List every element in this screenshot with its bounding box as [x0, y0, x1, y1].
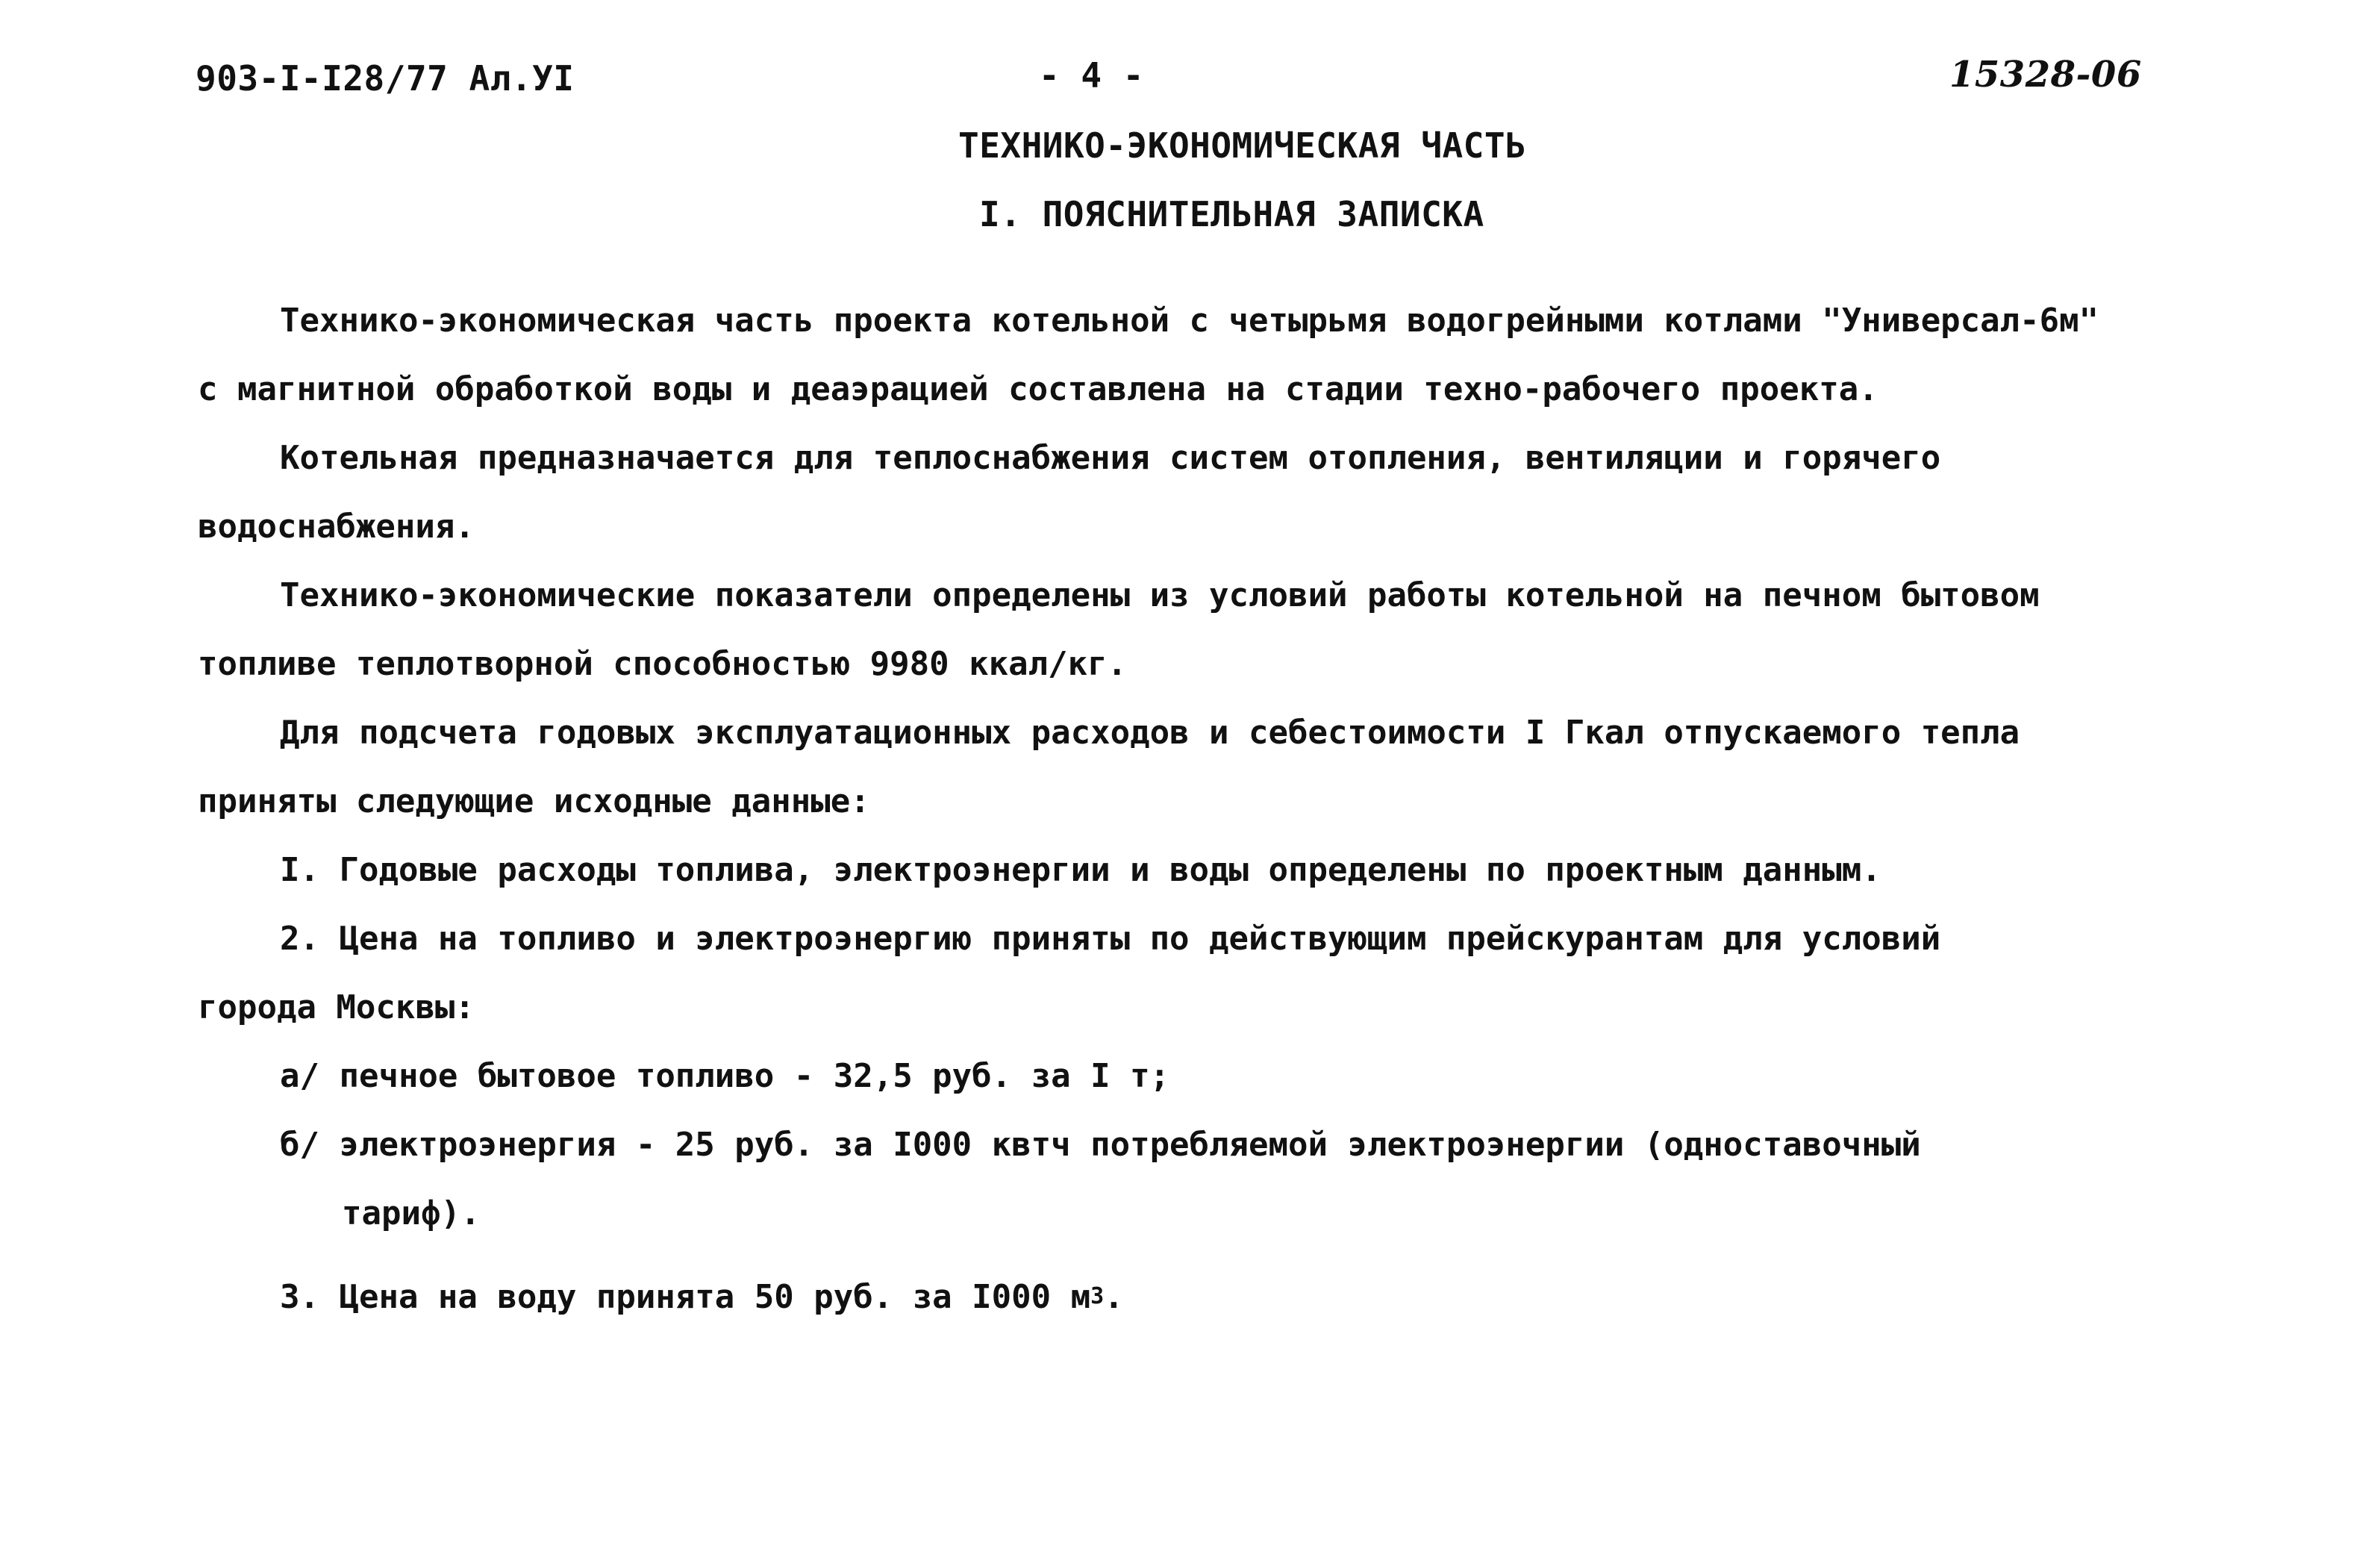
sub-item-b-line-2: тариф).: [342, 1194, 481, 1232]
paragraph-3-line-1: Технико-экономические показатели определены из условий работы котельной на печном бытовом: [280, 576, 2040, 614]
paragraph-4-line-2: приняты следующие исходные данные:: [198, 782, 870, 820]
paragraph-2-line-2: водоснабжения.: [198, 508, 475, 546]
paragraph-2-line-1: Котельная предназначается для теплоснабжения систем отопления, вентиляции и горячего: [280, 439, 1941, 477]
paragraph-1-line-2: с магнитной обработкой воды и деаэрацией составлена на стадии техно-рабочего проекта.: [198, 370, 1878, 408]
cubic-superscript: 3: [1090, 1283, 1105, 1309]
list-item-3-end: .: [1104, 1278, 1124, 1316]
archive-number: 15328-06: [1949, 54, 2142, 96]
list-item-3-text: 3. Цена на воду принята 50 руб. за I000 м: [280, 1278, 1091, 1316]
subsection-title: I. ПОЯСНИТЕЛЬНАЯ ЗАПИСКА: [979, 194, 1484, 234]
paragraph-3-line-2: топливе теплотворной способностью 9980 ккал/кг.: [198, 645, 1128, 683]
sub-item-a: а/ печное бытовое топливо - 32,5 руб. за I т;: [280, 1057, 1170, 1095]
paragraph-1-line-1: Технико-экономическая часть проекта котельной с четырьмя водогрейными котлами "Универсал-6м": [280, 302, 2099, 340]
section-title: ТЕХНИКО-ЭКОНОМИЧЕСКАЯ ЧАСТЬ: [958, 125, 1527, 166]
paragraph-4-line-1: Для подсчета годовых эксплуатационных расходов и себестоимости I Гкал отпускаемого тепла: [280, 714, 2020, 752]
page-number: - 4 -: [1039, 55, 1144, 96]
list-item-1: I. Годовые расходы топлива, электроэнергии и воды определены по проектным данным.: [280, 851, 1881, 889]
list-item-2-line-1: 2. Цена на топливо и электроэнергию приняты по действующим прейскурантам для условий: [280, 920, 1941, 958]
list-item-3: [280, 1278, 1124, 1316]
document-code: 903-I-I28/77 Ал.УI: [196, 58, 575, 99]
sub-item-b-line-1: б/ электроэнергия - 25 руб. за I000 квтч потребляемой электроэнергии (одноставочный: [280, 1126, 1921, 1164]
list-item-2-line-2: города Москвы:: [198, 988, 475, 1026]
